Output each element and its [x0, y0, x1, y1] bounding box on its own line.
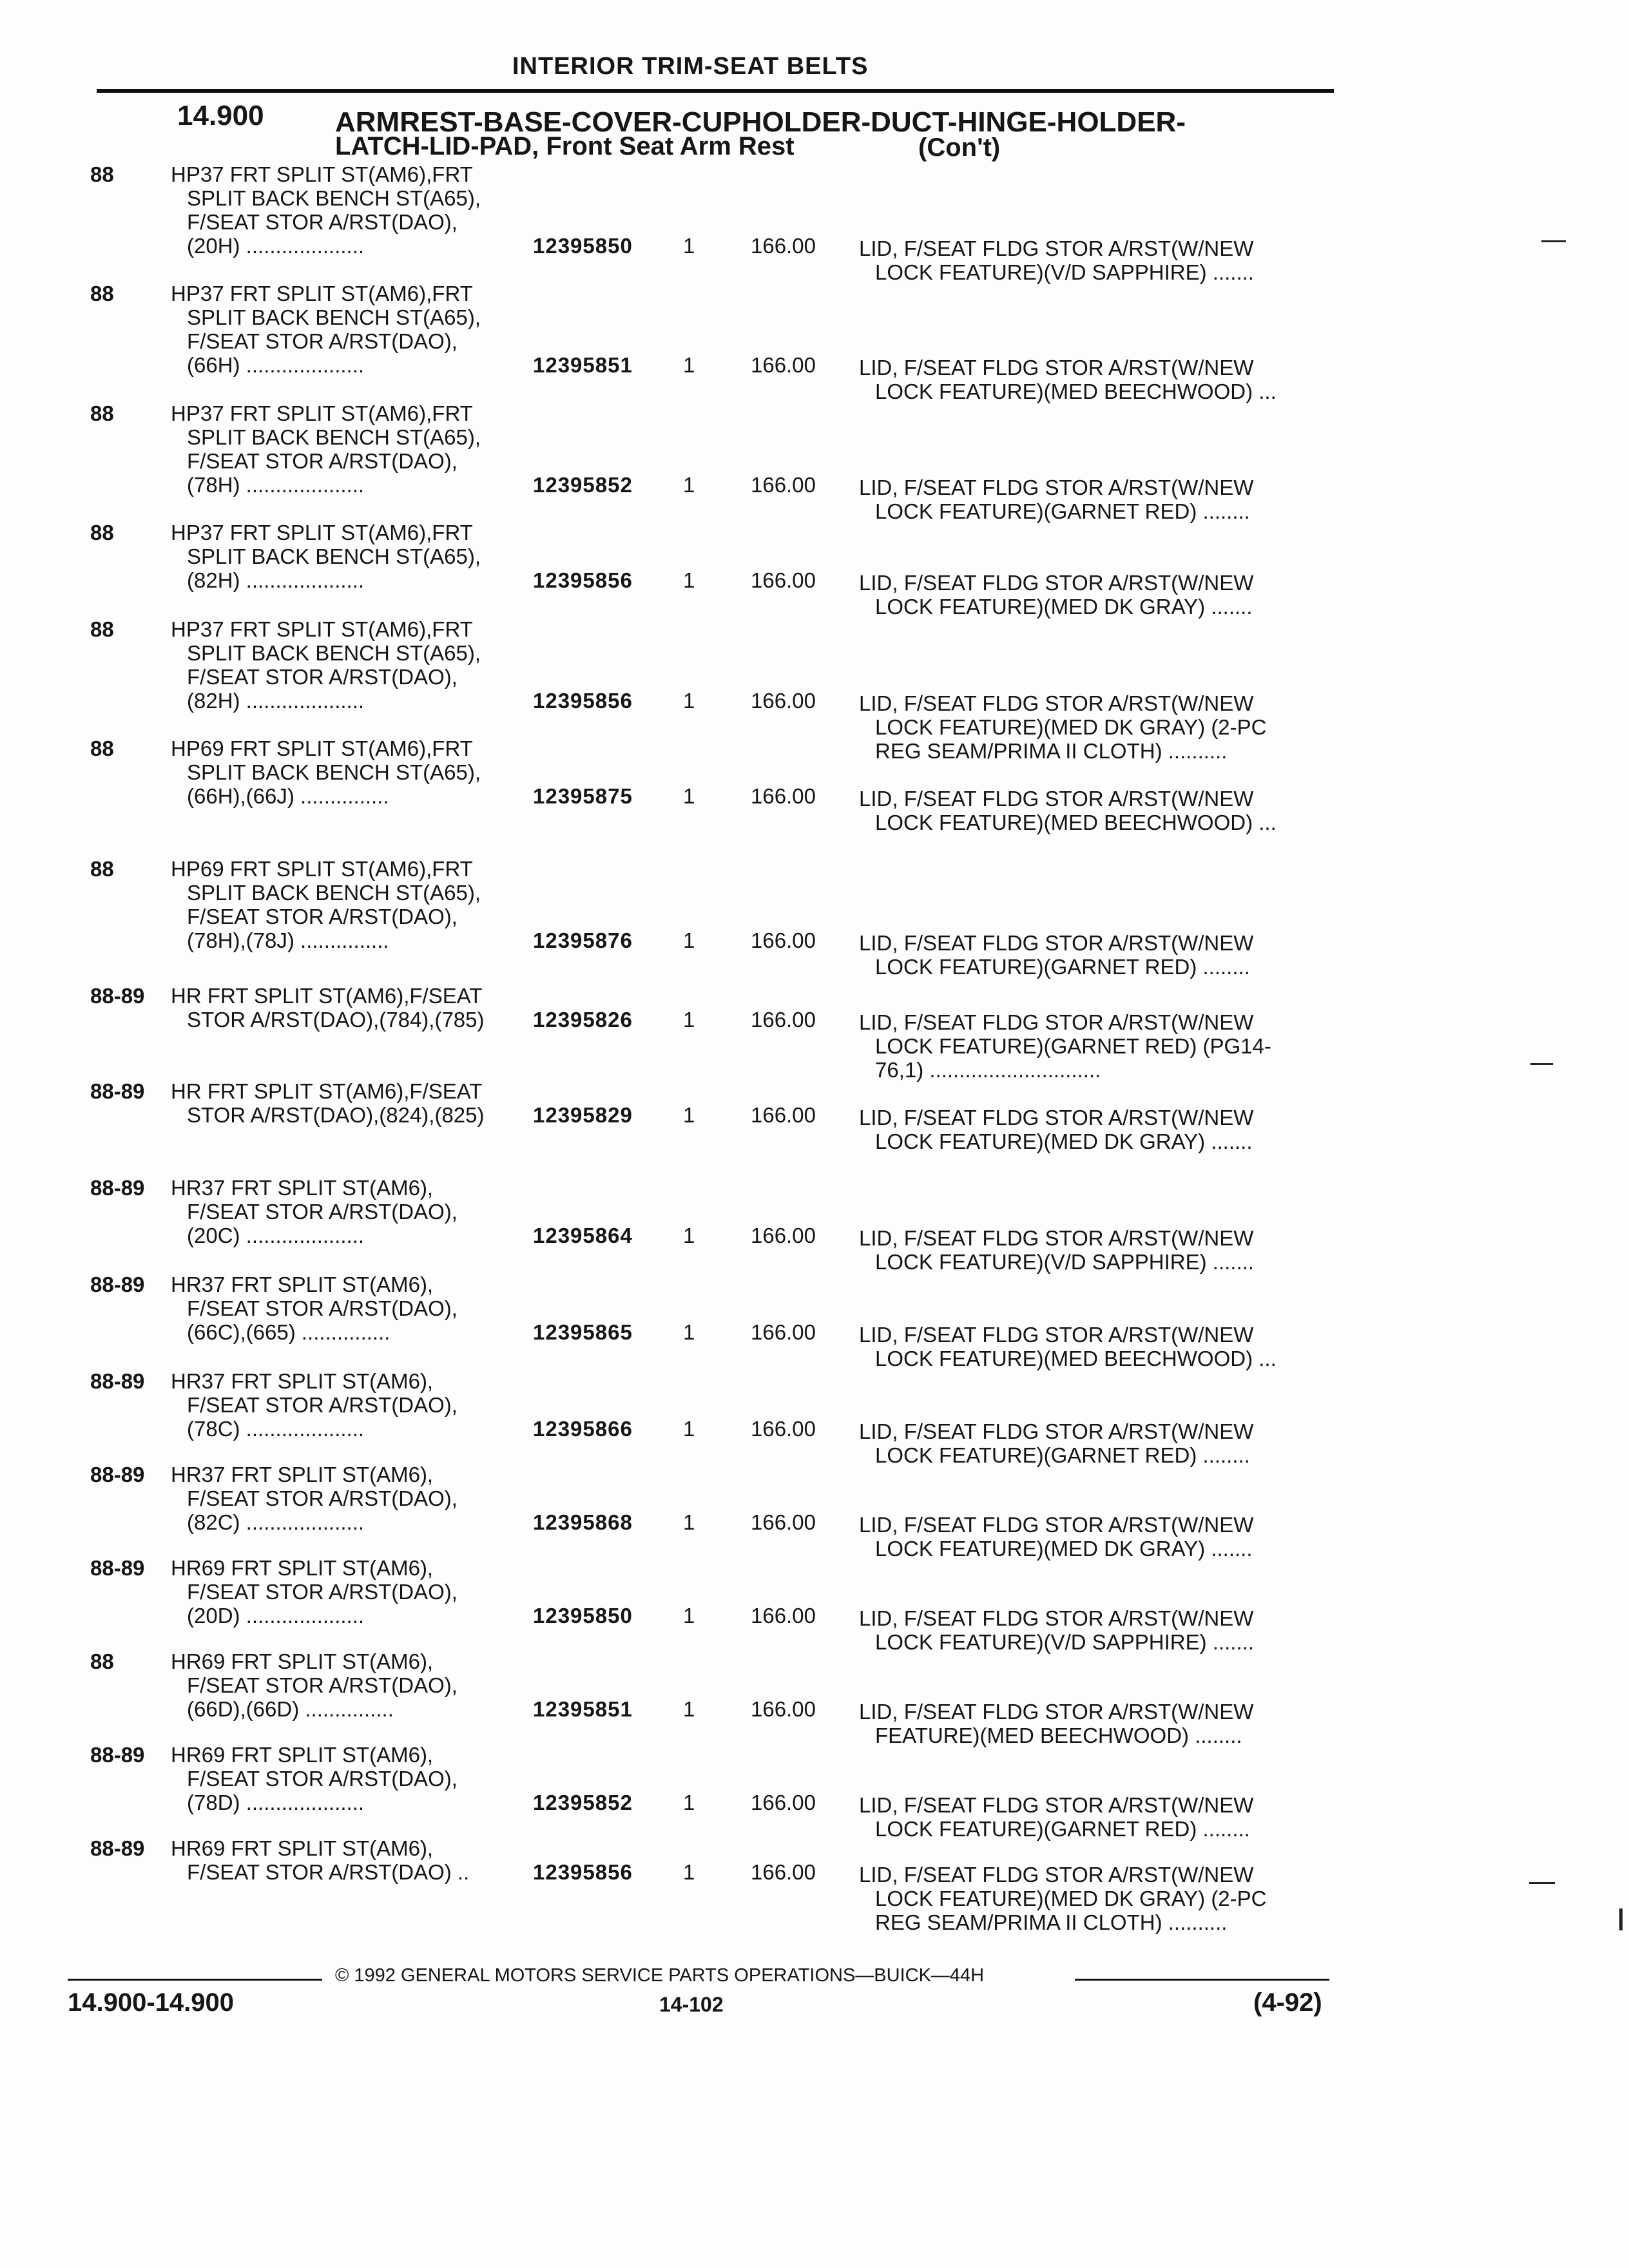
part-description — [859, 931, 1349, 979]
application-text — [171, 1463, 532, 1534]
description-line: LOCK FEATURE)(MED BEECHWOOD) ... — [875, 811, 1277, 834]
model-year: 88 — [90, 1649, 114, 1673]
description-line: LID, F/SEAT FLDG STOR A/RST(W/NEW — [859, 931, 1254, 955]
description-line: LOCK FEATURE)(GARNET RED) ........ — [875, 1817, 1250, 1841]
application-line: F/SEAT STOR A/RST(DAO), — [187, 1767, 458, 1791]
application-text — [171, 736, 532, 808]
application-line: (82C) .................... — [187, 1510, 365, 1534]
application-text — [171, 162, 532, 258]
application-line: F/SEAT STOR A/RST(DAO) .. — [187, 1860, 470, 1884]
description-line: LID, F/SEAT FLDG STOR A/RST(W/NEW — [859, 1793, 1254, 1817]
description-line: LID, F/SEAT FLDG STOR A/RST(W/NEW — [859, 1010, 1254, 1034]
application-line: (66C),(665) ............... — [187, 1320, 390, 1344]
part-number: 12395852 — [533, 1791, 633, 1814]
footer-date: (4-92) — [1253, 1988, 1322, 2017]
application-line: (20D) .................... — [187, 1604, 365, 1628]
application-line: HR69 FRT SPLIT ST(AM6), — [171, 1836, 434, 1860]
application-text — [171, 1369, 532, 1441]
group-title-line1: ARMREST-BASE-COVER-CUPHOLDER-DUCT-HINGE-HOLDER- — [335, 106, 1186, 138]
description-line: LID, F/SEAT FLDG STOR A/RST(W/NEW — [859, 1513, 1254, 1537]
part-number: 12395829 — [533, 1103, 633, 1127]
model-year: 88-89 — [90, 1463, 145, 1486]
part-number: 12395868 — [533, 1510, 633, 1534]
description-line: LOCK FEATURE)(MED DK GRAY) ....... — [875, 595, 1253, 619]
price: 166.00 — [751, 1791, 816, 1814]
application-line: (78H),(78J) ............... — [187, 928, 389, 952]
quantity: 1 — [683, 1417, 695, 1441]
price: 166.00 — [751, 353, 816, 377]
model-year: 88 — [90, 401, 114, 425]
quantity: 1 — [683, 1697, 695, 1721]
model-year: 88 — [90, 282, 114, 305]
application-line: F/SEAT STOR A/RST(DAO), — [187, 1296, 458, 1320]
model-year: 88-89 — [90, 1556, 145, 1580]
quantity: 1 — [683, 568, 695, 592]
application-text — [171, 1079, 532, 1127]
quantity: 1 — [683, 1224, 695, 1247]
section-title: INTERIOR TRIM-SEAT BELTS — [512, 53, 869, 80]
description-line: LID, F/SEAT FLDG STOR A/RST(W/NEW — [859, 1226, 1254, 1250]
application-line: F/SEAT STOR A/RST(DAO), — [187, 665, 458, 689]
price: 166.00 — [751, 928, 816, 952]
quantity: 1 — [683, 234, 695, 258]
application-line: HR FRT SPLIT ST(AM6),F/SEAT — [171, 984, 483, 1008]
application-line: (82H) .................... — [187, 568, 365, 592]
price: 166.00 — [751, 1604, 816, 1628]
model-year: 88-89 — [90, 1369, 145, 1393]
application-line: F/SEAT STOR A/RST(DAO), — [187, 210, 458, 234]
price: 166.00 — [751, 1224, 816, 1247]
application-line: STOR A/RST(DAO),(824),(825) — [187, 1103, 485, 1127]
quantity: 1 — [683, 473, 695, 497]
application-line: HR37 FRT SPLIT ST(AM6), — [171, 1273, 434, 1296]
quantity: 1 — [683, 1510, 695, 1534]
footer-rule-left — [68, 1979, 322, 1981]
part-description — [859, 1010, 1349, 1082]
part-number: 12395856 — [533, 568, 633, 592]
application-text — [171, 1273, 532, 1344]
application-text — [171, 1176, 532, 1247]
application-line: F/SEAT STOR A/RST(DAO), — [187, 1673, 458, 1697]
application-line: F/SEAT STOR A/RST(DAO), — [187, 1200, 458, 1224]
application-text — [171, 1836, 532, 1884]
application-line: HP37 FRT SPLIT ST(AM6),FRT — [171, 521, 473, 544]
description-line: LID, F/SEAT FLDG STOR A/RST(W/NEW — [859, 1863, 1254, 1887]
application-line: SPLIT BACK BENCH ST(A65), — [187, 760, 481, 784]
price: 166.00 — [751, 1008, 816, 1032]
application-line: (66H),(66J) ............... — [187, 784, 389, 808]
application-line: F/SEAT STOR A/RST(DAO), — [187, 1393, 458, 1417]
quantity: 1 — [683, 1008, 695, 1032]
application-line: HP69 FRT SPLIT ST(AM6),FRT — [171, 857, 473, 881]
description-line: LID, F/SEAT FLDG STOR A/RST(W/NEW — [859, 476, 1254, 499]
quantity: 1 — [683, 928, 695, 952]
application-line: HR37 FRT SPLIT ST(AM6), — [171, 1463, 434, 1486]
part-description — [859, 1606, 1349, 1654]
price: 166.00 — [751, 1417, 816, 1441]
part-number: 12395851 — [533, 353, 633, 377]
part-number: 12395864 — [533, 1224, 633, 1247]
application-line: F/SEAT STOR A/RST(DAO), — [187, 329, 458, 353]
application-line: (78C) .................... — [187, 1417, 365, 1441]
price: 166.00 — [751, 1510, 816, 1534]
part-description — [859, 1106, 1349, 1153]
description-line: LOCK FEATURE)(GARNET RED) ........ — [875, 955, 1250, 979]
part-number: 12395850 — [533, 234, 633, 258]
margin-mark — [1619, 1908, 1623, 1930]
model-year: 88 — [90, 521, 114, 544]
description-line: LOCK FEATURE)(GARNET RED) (PG14- — [875, 1034, 1271, 1058]
application-line: SPLIT BACK BENCH ST(A65), — [187, 641, 481, 665]
application-line: SPLIT BACK BENCH ST(A65), — [187, 881, 481, 905]
part-number: 12395856 — [533, 1860, 633, 1884]
part-description — [859, 236, 1349, 284]
model-year: 88 — [90, 617, 114, 641]
quantity: 1 — [683, 1791, 695, 1814]
application-line: (66H) .................... — [187, 353, 365, 377]
description-line: LID, F/SEAT FLDG STOR A/RST(W/NEW — [859, 1700, 1254, 1724]
model-year: 88-89 — [90, 1743, 145, 1767]
application-line: HP69 FRT SPLIT ST(AM6),FRT — [171, 736, 473, 760]
part-number: 12395876 — [533, 928, 633, 952]
application-line: HP37 FRT SPLIT ST(AM6),FRT — [171, 282, 473, 305]
part-number: 12395850 — [533, 1604, 633, 1628]
price: 166.00 — [751, 784, 816, 808]
application-line: SPLIT BACK BENCH ST(A65), — [187, 305, 481, 329]
price: 166.00 — [751, 689, 816, 713]
price: 166.00 — [751, 1860, 816, 1884]
application-text — [171, 401, 532, 497]
part-description — [859, 571, 1349, 619]
part-description — [859, 1419, 1349, 1467]
margin-mark — [1541, 240, 1566, 242]
application-line: HR FRT SPLIT ST(AM6),F/SEAT — [171, 1079, 483, 1103]
description-line: LOCK FEATURE)(GARNET RED) ........ — [875, 1443, 1250, 1467]
margin-mark — [1529, 1882, 1555, 1884]
quantity: 1 — [683, 1604, 695, 1628]
description-line: LID, F/SEAT FLDG STOR A/RST(W/NEW — [859, 787, 1254, 811]
part-number: 12395866 — [533, 1417, 633, 1441]
description-line: LID, F/SEAT FLDG STOR A/RST(W/NEW — [859, 691, 1254, 715]
part-number: 12395851 — [533, 1697, 633, 1721]
group-continued-label: (Con't) — [918, 133, 1001, 162]
application-text — [171, 984, 532, 1032]
application-line: SPLIT BACK BENCH ST(A65), — [187, 544, 481, 568]
part-number: 12395865 — [533, 1320, 633, 1344]
application-line: SPLIT BACK BENCH ST(A65), — [187, 186, 481, 210]
application-line: HP37 FRT SPLIT ST(AM6),FRT — [171, 401, 473, 425]
application-text — [171, 1556, 532, 1628]
application-text — [171, 1743, 532, 1814]
application-line: (20H) .................... — [187, 234, 365, 258]
model-year: 88-89 — [90, 1273, 145, 1296]
description-line: LOCK FEATURE)(MED DK GRAY) (2-PC — [875, 1887, 1267, 1910]
application-line: (66D),(66D) ............... — [187, 1697, 394, 1721]
footer-copyright: © 1992 GENERAL MOTORS SERVICE PARTS OPERATIONS—BUICK—44H — [335, 1965, 985, 1986]
description-line: LOCK FEATURE)(MED BEECHWOOD) ... — [875, 380, 1277, 403]
part-description — [859, 1863, 1349, 1934]
application-line: HR69 FRT SPLIT ST(AM6), — [171, 1743, 434, 1767]
application-text — [171, 521, 532, 592]
part-description — [859, 356, 1349, 403]
description-line: REG SEAM/PRIMA II CLOTH) .......... — [875, 739, 1228, 763]
description-line: LOCK FEATURE)(MED DK GRAY) ....... — [875, 1129, 1253, 1153]
footer-range: 14.900-14.900 — [68, 1988, 235, 2017]
part-description — [859, 476, 1349, 523]
description-line: LOCK FEATURE)(V/D SAPPHIRE) ....... — [875, 260, 1254, 284]
price: 166.00 — [751, 568, 816, 592]
part-number: 12395826 — [533, 1008, 633, 1032]
part-description — [859, 1226, 1349, 1274]
application-line: F/SEAT STOR A/RST(DAO), — [187, 905, 458, 928]
description-line: LID, F/SEAT FLDG STOR A/RST(W/NEW — [859, 1606, 1254, 1630]
application-text — [171, 617, 532, 713]
quantity: 1 — [683, 353, 695, 377]
part-number: 12395852 — [533, 473, 633, 497]
description-line: LOCK FEATURE)(V/D SAPPHIRE) ....... — [875, 1250, 1254, 1274]
application-line: STOR A/RST(DAO),(784),(785) — [187, 1008, 485, 1032]
price: 166.00 — [751, 1103, 816, 1127]
model-year: 88 — [90, 736, 114, 760]
quantity: 1 — [683, 1320, 695, 1344]
quantity: 1 — [683, 784, 695, 808]
description-line: LID, F/SEAT FLDG STOR A/RST(W/NEW — [859, 236, 1254, 260]
application-line: (82H) .................... — [187, 689, 365, 713]
part-number: 12395856 — [533, 689, 633, 713]
group-title-line2: LATCH-LID-PAD, Front Seat Arm Rest — [335, 132, 795, 160]
description-line: LID, F/SEAT FLDG STOR A/RST(W/NEW — [859, 356, 1254, 380]
application-line: HP37 FRT SPLIT ST(AM6),FRT — [171, 162, 473, 186]
application-text — [171, 282, 532, 377]
part-description — [859, 1793, 1349, 1841]
description-line: REG SEAM/PRIMA II CLOTH) .......... — [875, 1910, 1228, 1934]
model-year: 88 — [90, 857, 114, 881]
price: 166.00 — [751, 473, 816, 497]
part-description — [859, 787, 1349, 834]
description-line: LID, F/SEAT FLDG STOR A/RST(W/NEW — [859, 1106, 1254, 1129]
application-line: (78H) .................... — [187, 473, 365, 497]
application-text — [171, 1649, 532, 1721]
application-line: F/SEAT STOR A/RST(DAO), — [187, 1580, 458, 1604]
description-line: LOCK FEATURE)(MED DK GRAY) (2-PC — [875, 715, 1267, 739]
application-line: HR69 FRT SPLIT ST(AM6), — [171, 1649, 434, 1673]
application-line: (20C) .................... — [187, 1224, 365, 1247]
part-description — [859, 691, 1349, 763]
description-line: LOCK FEATURE)(MED DK GRAY) ....... — [875, 1537, 1253, 1561]
margin-mark — [1530, 1063, 1553, 1065]
application-line: (78D) .................... — [187, 1791, 365, 1814]
group-number: 14.900 — [177, 100, 264, 131]
price: 166.00 — [751, 1697, 816, 1721]
top-rule — [97, 89, 1334, 93]
footer-page-number: 14-102 — [659, 1993, 724, 2016]
quantity: 1 — [683, 689, 695, 713]
footer-rule-right — [1075, 1979, 1329, 1981]
part-description — [859, 1323, 1349, 1370]
application-line: HR69 FRT SPLIT ST(AM6), — [171, 1556, 434, 1580]
model-year: 88 — [90, 162, 114, 186]
description-line: LOCK FEATURE)(MED BEECHWOOD) ... — [875, 1347, 1277, 1370]
application-line: F/SEAT STOR A/RST(DAO), — [187, 1486, 458, 1510]
description-line: LID, F/SEAT FLDG STOR A/RST(W/NEW — [859, 571, 1254, 595]
application-line: HP37 FRT SPLIT ST(AM6),FRT — [171, 617, 473, 641]
model-year: 88-89 — [90, 1176, 145, 1200]
quantity: 1 — [683, 1860, 695, 1884]
application-line: HR37 FRT SPLIT ST(AM6), — [171, 1176, 434, 1200]
model-year: 88-89 — [90, 1079, 145, 1103]
application-line: SPLIT BACK BENCH ST(A65), — [187, 425, 481, 449]
description-line: LOCK FEATURE)(GARNET RED) ........ — [875, 499, 1250, 523]
application-text — [171, 857, 532, 952]
price: 166.00 — [751, 1320, 816, 1344]
model-year: 88-89 — [90, 1836, 145, 1860]
description-line: LID, F/SEAT FLDG STOR A/RST(W/NEW — [859, 1323, 1254, 1347]
application-line: HR37 FRT SPLIT ST(AM6), — [171, 1369, 434, 1393]
description-line: LOCK FEATURE)(V/D SAPPHIRE) ....... — [875, 1630, 1254, 1654]
part-description — [859, 1513, 1349, 1561]
description-line: LID, F/SEAT FLDG STOR A/RST(W/NEW — [859, 1419, 1254, 1443]
price: 166.00 — [751, 234, 816, 258]
part-number: 12395875 — [533, 784, 633, 808]
quantity: 1 — [683, 1103, 695, 1127]
model-year: 88-89 — [90, 984, 145, 1008]
part-description — [859, 1700, 1349, 1747]
application-line: F/SEAT STOR A/RST(DAO), — [187, 449, 458, 473]
description-line: FEATURE)(MED BEECHWOOD) ........ — [875, 1724, 1242, 1747]
description-line: 76,1) ............................. — [875, 1058, 1101, 1082]
